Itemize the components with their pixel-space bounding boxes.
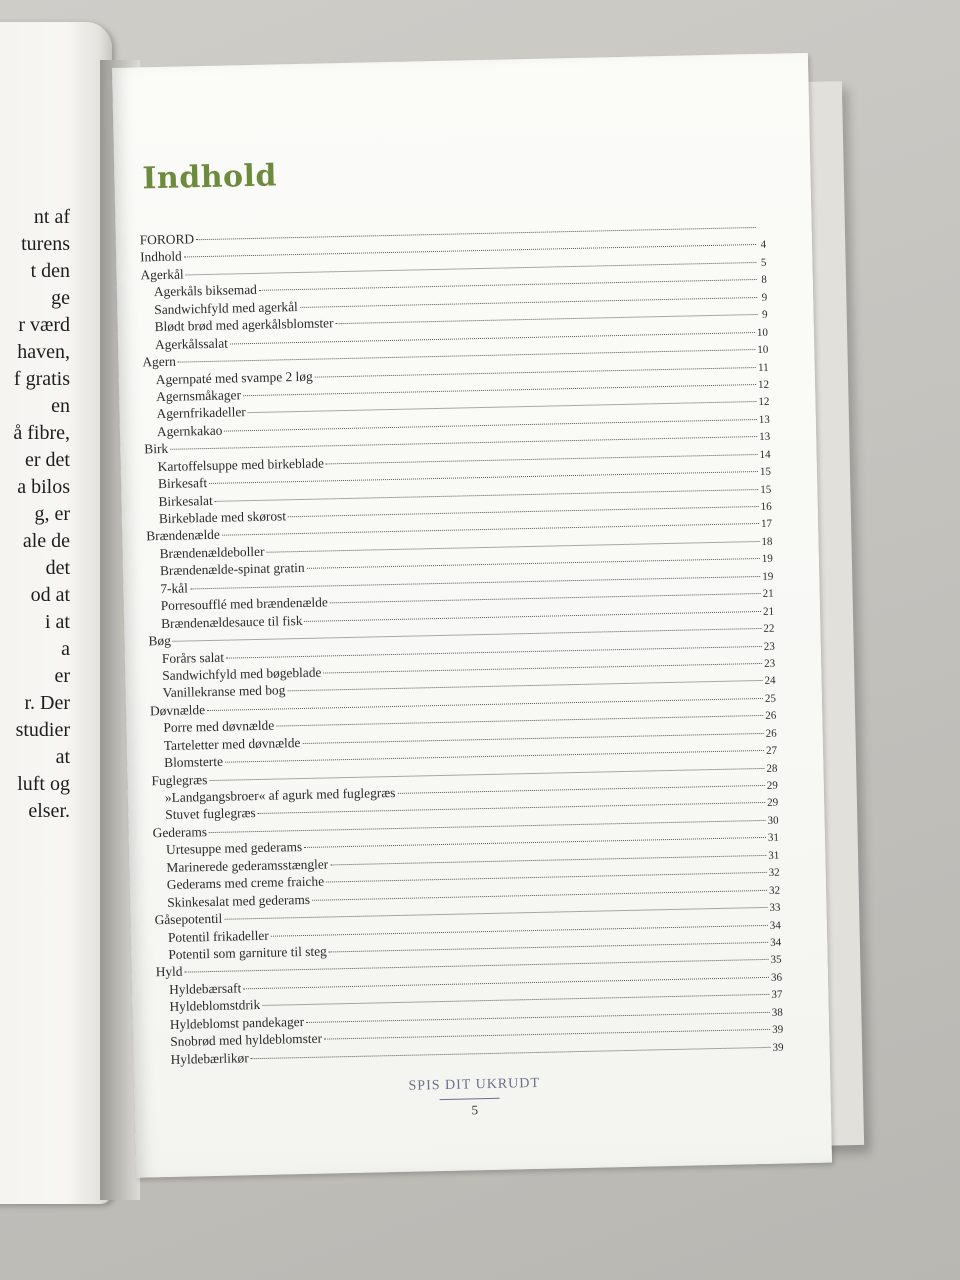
- toc-entry-page: 27: [765, 744, 778, 758]
- toc-entry-label: Hyldebærlikør: [170, 1049, 249, 1067]
- page-title: Indhold: [142, 158, 278, 197]
- toc-entry-page: 11: [757, 361, 769, 374]
- left-page-line: od at: [30, 584, 70, 606]
- left-page-line: a: [61, 638, 70, 660]
- toc-entry-page: 17: [760, 518, 773, 531]
- toc-leader-dots: [336, 314, 758, 324]
- toc-entry-label: Agernsmåkager: [156, 387, 242, 405]
- toc-entry-page: 33: [769, 901, 781, 914]
- toc-entry-label: Porresoufflé med brændenælde: [160, 594, 328, 614]
- toc-entry-label: Agernkakao: [156, 422, 223, 439]
- toc-entry-page: 23: [763, 640, 775, 653]
- toc-entry-page: 10: [756, 326, 769, 339]
- toc-entry-label: Agerkål: [140, 266, 184, 283]
- toc-entry-page: 16: [760, 500, 772, 513]
- toc-entry-page: 23: [764, 657, 776, 670]
- toc-entry-page: 26: [765, 727, 777, 740]
- toc-entry-label: Agern: [142, 353, 177, 370]
- toc-entry-label: Brændenælde: [146, 527, 221, 544]
- toc-entry-label: Marinerede gederamsstængler: [166, 856, 329, 875]
- toc-entry-page: 14: [759, 448, 771, 461]
- toc-entry-label: Gederams med creme fraiche: [166, 873, 325, 893]
- toc-entry-label: Urtesuppe med gederams: [165, 839, 303, 858]
- toc-entry-page: 29: [767, 797, 779, 810]
- toc-entry-label: Agerkålssalat: [154, 335, 229, 352]
- toc-entry-label: Potentil som garniture til steg: [168, 943, 327, 962]
- toc-entry-label: Birkesaft: [157, 475, 208, 492]
- toc-entry-label: Indhold: [139, 248, 182, 265]
- toc-entry-label: Blomsterte: [164, 753, 224, 771]
- toc-entry-label: Gåsepotentil: [154, 910, 223, 928]
- toc-entry-page: 25: [764, 692, 777, 705]
- toc-entry-label: Agernfrikadeller: [156, 404, 246, 422]
- left-page-line: a bilos: [17, 476, 70, 498]
- toc-entry-label: Gederams: [152, 823, 208, 841]
- toc-entry-page: 8: [761, 274, 767, 287]
- toc-entry-page: 26: [765, 709, 777, 723]
- toc-entry-page: 9: [761, 291, 768, 304]
- toc-entry-label: Birk: [144, 441, 169, 457]
- toc-entry-label: Forårs salat: [161, 649, 225, 666]
- left-page: [0, 22, 112, 1204]
- toc-entry-page: 21: [762, 605, 775, 618]
- toc-entry-label: Sandwichfyld med agerkål: [154, 298, 298, 317]
- toc-entry-page: 29: [766, 779, 778, 792]
- toc-entry-label: Brændenælde-spinat gratin: [159, 560, 305, 579]
- toc-entry-label: Skinkesalat med gederams: [167, 891, 311, 910]
- toc-entry-label: Agernpaté med svampe 2 løg: [155, 368, 313, 387]
- left-page-line: i at: [45, 611, 70, 633]
- toc-entry-page: 15: [759, 465, 772, 479]
- left-page-line: haven,: [17, 341, 70, 363]
- left-page-line: er det: [25, 449, 70, 471]
- toc-entry-label: Brændenældesauce til fisk: [160, 612, 303, 631]
- right-page: [112, 53, 832, 1178]
- toc-entry-label: FORORD: [139, 231, 195, 248]
- left-page-line: g, er: [34, 503, 70, 525]
- toc-entry-page: 4: [760, 239, 767, 252]
- toc-entry-label: Agerkåls biksemad: [153, 282, 258, 300]
- toc-entry-label: Blødt brød med agerkålsblomster: [154, 315, 334, 335]
- left-page-line: studier: [15, 719, 70, 741]
- left-page-line: ge: [51, 287, 70, 309]
- toc-entry-page: 22: [763, 622, 775, 635]
- toc-entry-page: 24: [764, 675, 776, 688]
- left-page-line: det: [45, 557, 70, 579]
- toc-entry-label: Sandwichfyld med bøgeblade: [162, 664, 322, 683]
- toc-entry-page: 9: [761, 308, 768, 322]
- toc-entry-page: 30: [767, 814, 779, 827]
- toc-entry-label: Døvnælde: [149, 701, 206, 719]
- toc-entry-label: Hyld: [155, 964, 183, 980]
- left-page-line: t den: [30, 260, 70, 282]
- toc-entry-label: Hyldebærsaft: [168, 980, 242, 997]
- toc-entry-label: Snobrød med hyldeblomster: [170, 1030, 323, 1050]
- left-page-line: turens: [21, 233, 70, 255]
- toc-entry-page: 39: [772, 1041, 784, 1054]
- footer-rule: [440, 1098, 500, 1100]
- toc-entry-page: 38: [771, 1006, 783, 1019]
- toc-entry-label: 7-kål: [160, 580, 189, 596]
- toc-entry-page: 37: [771, 988, 783, 1002]
- toc-entry-page: 39: [772, 1023, 784, 1036]
- toc-entry-page: 12: [757, 378, 770, 391]
- toc-entry-page: 13: [758, 413, 770, 426]
- toc-entry-label: Hyldeblomst pandekager: [169, 1013, 305, 1032]
- toc-entry-label: Bøg: [148, 632, 171, 649]
- toc-entry-label: Brændenældeboller: [159, 543, 265, 561]
- toc-entry-label: Birkesalat: [158, 492, 213, 509]
- toc-entry-page: 21: [762, 587, 774, 601]
- toc-entry-label: Fuglegræs: [151, 771, 208, 788]
- toc-entry-page: 32: [768, 884, 781, 897]
- toc-entry-page: 18: [761, 535, 773, 548]
- toc-entry-label: Hyldeblomstdrik: [169, 997, 261, 1015]
- toc-entry-label: »Landgangsbroer« af agurk med fuglegræs: [164, 784, 396, 806]
- toc-entry-page: 35: [770, 953, 782, 967]
- toc-entry-page: 31: [767, 831, 780, 845]
- toc-entry-page: 5: [760, 256, 767, 269]
- toc-entry-label: Potentil frikadeller: [167, 927, 269, 945]
- toc-entry-label: Kartoffelsuppe med birkeblade: [157, 455, 325, 474]
- toc-entry-page: 34: [770, 936, 782, 949]
- left-page-line: er: [54, 665, 70, 687]
- left-page-line: luft og: [17, 773, 70, 795]
- toc-entry-page: 36: [770, 971, 783, 984]
- toc-entry-page: 13: [759, 430, 771, 444]
- toc-entry-label: Porre med døvnælde: [163, 717, 275, 736]
- toc-entry-page: 12: [758, 396, 770, 409]
- left-page-line: r værd: [18, 314, 70, 336]
- toc-entry-page: 19: [762, 570, 774, 583]
- left-page-line: elser.: [28, 800, 70, 822]
- table-of-contents: [140, 218, 784, 1068]
- toc-entry-page: 28: [766, 762, 778, 775]
- toc-entry-page: 10: [757, 343, 769, 357]
- left-page-line: å fibre,: [13, 422, 70, 444]
- toc-leader-dots: [397, 785, 764, 794]
- toc-entry-label: Birkeblade med skørost: [158, 508, 287, 527]
- left-page-line: ale de: [22, 530, 70, 552]
- toc-entry-page: 32: [768, 866, 780, 880]
- toc-entry-page: 19: [761, 553, 773, 566]
- toc-leader-dots: [251, 1046, 771, 1058]
- toc-entry-label: Stuvet fuglegræs: [165, 805, 256, 823]
- toc-entry-label: Tarteletter med døvnælde: [163, 734, 301, 753]
- toc-entry-label: Vanillekranse med bog: [162, 682, 286, 701]
- left-page-line: f gratis: [13, 368, 70, 390]
- toc-entry-page: 34: [769, 919, 781, 932]
- page-number: 5: [471, 1102, 479, 1118]
- left-page-line: at: [55, 746, 70, 768]
- left-page-line: nt af: [33, 206, 70, 228]
- left-page-line: r. Der: [24, 692, 70, 714]
- toc-entry-page: 15: [760, 483, 772, 496]
- left-page-line: en: [51, 395, 70, 417]
- left-page-text: [0, 204, 112, 825]
- toc-entry-page: 31: [768, 849, 780, 862]
- footer-title: SPIS DIT UKRUDT: [408, 1075, 541, 1094]
